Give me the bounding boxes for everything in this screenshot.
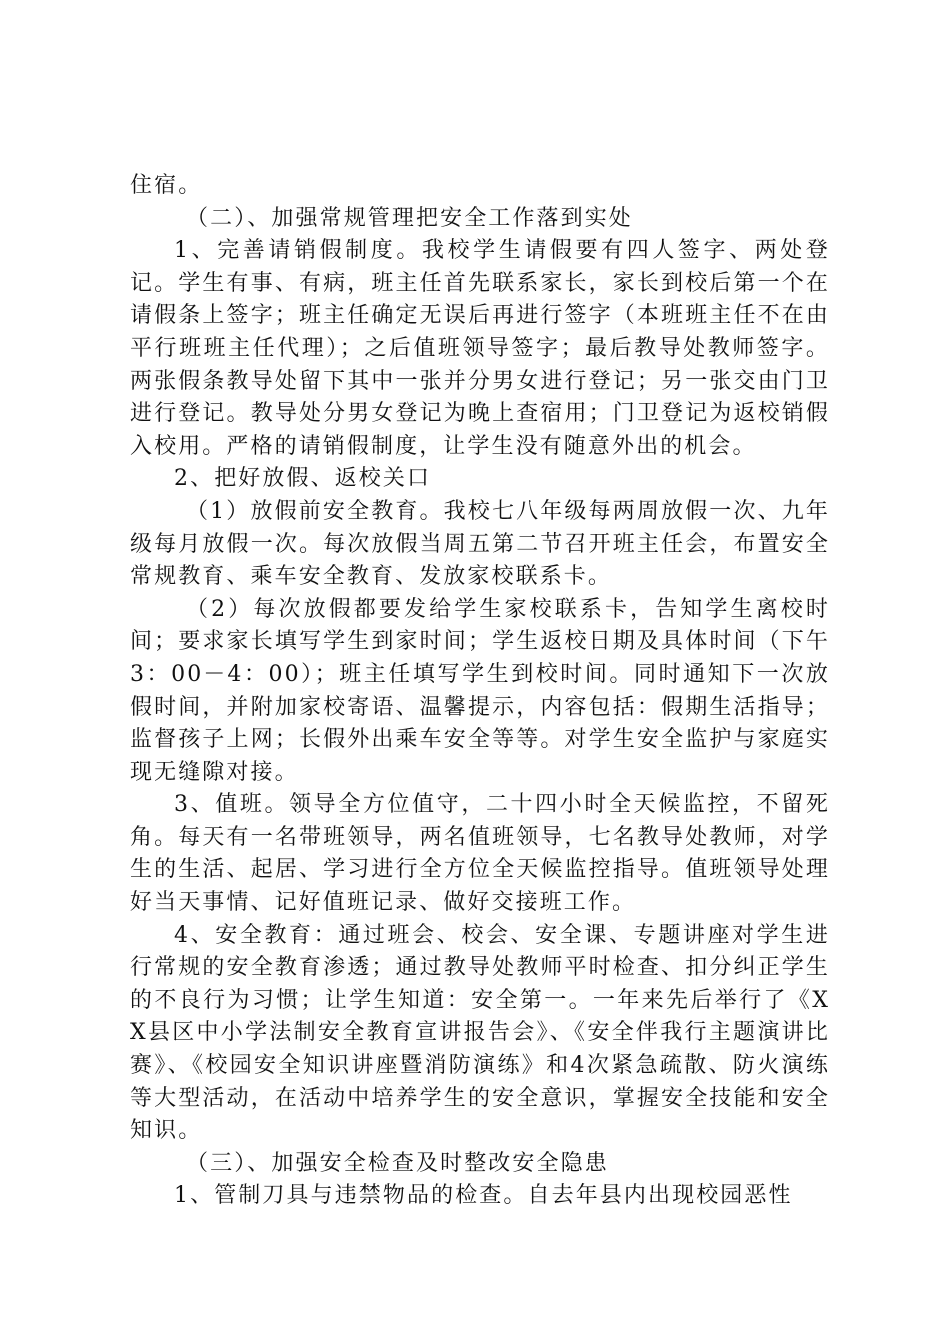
paragraph-pre-holiday-education: （1）放假前安全教育。我校七八年级每两周放假一次、九年级每月放假一次。每次放假当周五第二节召开班主任会，布置安全常规教育、乘车安全教育、发放家校联系卡。 bbox=[130, 498, 830, 590]
paragraph-leave-system: 1、完善请销假制度。我校学生请假要有四人签字、两处登记。学生有事、有病，班主任首先联系家长，家长到校后第一个在请假条上签字；班主任确定无误后再进行签字（本班班主任不在由平行班班主任代理）；之后值班领导签字；最后教导处教师签字。两张假条教导处留下其中一张并分男女进行登记；另一张交由门卫进行登记。教导处分男女登记为晚上查宿用；门卫登记为返校销假入校用。严格的请销假制度，让学生没有随意外出的机会。 bbox=[130, 238, 830, 459]
paragraph-duty: 3、值班。领导全方位值守，二十四小时全天候监控，不留死角。每天有一名带班领导，两名值班领导，七名教导处教师，对学生的生活、起居、学习进行全方位全天候监控指导。值班领导处理好当天事情、记好值班记录、做好交接班工作。 bbox=[130, 792, 830, 916]
paragraph-safety-education: 4、安全教育：通过班会、校会、安全课、专题讲座对学生进行常规的安全教育渗透；通过教导处教师平时检查、扣分纠正学生的不良行为习惯；让学生知道：安全第一。一年来先后举行了《XX县区中小学法制安全教育宣讲报告会》、《安全伴我行主题演讲比赛》、《校园安全知识讲座暨消防演练》和4次紧急疏散、防火演练等大型活动，在活动中培养学生的安全意识，掌握安全技能和安全知识。 bbox=[130, 922, 830, 1144]
document-body bbox=[130, 170, 830, 1213]
paragraph-inspection: 1、管制刀具与违禁物品的检查。自去年县内出现校园恶性 bbox=[174, 1183, 793, 1209]
paragraph-continuation: 住宿。 bbox=[130, 173, 203, 198]
paragraph-holiday-return: 2、把好放假、返校关口 bbox=[174, 466, 432, 492]
section-heading-3: （三）、加强安全检查及时整改安全隐患 bbox=[186, 1150, 609, 1176]
section-heading-2: （二）、加强常规管理把安全工作落到实处 bbox=[186, 205, 633, 231]
paragraph-contact-card: （2）每次放假都要发给学生家校联系卡，告知学生离校时间；要求家长填写学生到家时间；学生返校日期及具体时间（下午3：00－4：00）；班主任填写学生到校时间。同时通知下一次放假时间，并附加家校寄语、温馨提示，内容包括：假期生活指导；监督孩子上网；长假外出乘车安全等等。对学生安全监护与家庭实现无缝隙对接。 bbox=[130, 596, 830, 785]
